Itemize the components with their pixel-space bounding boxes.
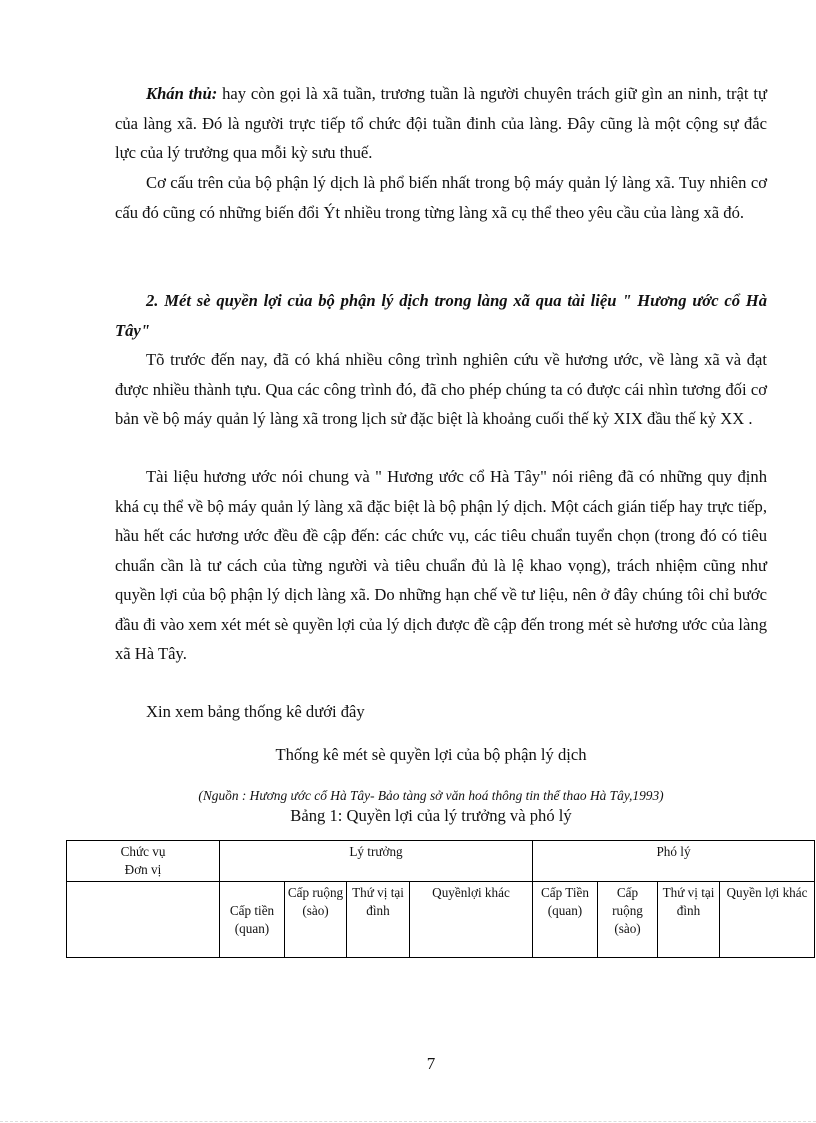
corner-header-cell [67, 841, 220, 882]
empty-cell [67, 882, 220, 958]
subheader-cap-ruong: Cấp ruộng (sào) [285, 882, 347, 958]
subheader-pho-ly-quyen-loi-khac: Quyền lợi khác [720, 882, 815, 958]
page-bottom-divider [0, 1121, 816, 1122]
term-khan-thu: Khán thủ: [146, 84, 218, 103]
corner-line-chuc-vu: Chức vụ [120, 844, 166, 859]
paragraph-nghien-cuu: Tõ trước đến nay, đã có khá nhiều công trình nghiên cứu về hương ước, về làng xã và đạt được nhiều thành tựu. Qua các công trình đó, đã cho phép chúng ta có được cái nhìn tương đối cơ bản về bộ máy quản lý làng xã trong lịch sử đặc biệt là khoảng cuối thế kỷ XIX đầu thế kỷ XX . [115, 350, 767, 428]
paragraph-xin-xem: Xin xem bảng thống kê dưới đây [146, 702, 365, 721]
paragraph-co-cau: Cơ cấu trên của bộ phận lý dịch là phổ biến nhất trong bộ máy quản lý làng xã. Tuy nhiên cơ cấu đó cũng có những biến đổi Ýt nhiều trong từng làng xã cụ thể theo yêu cầu của làng xã đó. [115, 173, 767, 222]
table-subheader-row [67, 882, 815, 958]
subheader-thu-vi: Thứ vị tại đình [347, 882, 410, 958]
paragraph-tai-lieu: Tài liệu hương ước nói chung và " Hương ước cổ Hà Tây" nói riêng đã có những quy định khá cụ thể về bộ máy quản lý làng xã đặc biệt là bộ phận lý dịch. Một cách gián tiếp hay trực tiếp, hầu hết các hương ước đều đề cập đến: các chức vụ, các tiêu chuẩn tuyển chọn (trong đó có tiêu chuẩn cần là tư cách của từng người và tiêu chuẩn đủ là lệ khao vọng), trách nhiệm cũng như quyền lợi của bộ phận lý dịch làng xã. Do những hạn chế về tư liệu, nên ở đây chúng tôi chỉ bước đầu đi vào xem xét mét sè quyền lợi của lý dịch được đề cập đến trong mét sè hương ước của làng xã Hà Tây. [115, 467, 767, 663]
subheader-pho-ly-cap-tien: Cấp Tiền (quan) [533, 882, 598, 958]
section-heading: 2. Mét sè quyền lợi của bộ phận lý dịch trong làng xã qua tài liệu " Hương ước cổ Hà Tây" [115, 291, 767, 340]
table-title: Thống kê mét sè quyền lợi của bộ phận lý dịch [275, 745, 587, 764]
group-header-ly-truong: Lý trưởng [220, 841, 533, 882]
group-header-pho-ly: Phó lý [533, 841, 815, 882]
subheader-quyen-loi-khac: Quyềnlợi khác [410, 882, 533, 958]
paragraph-khan-thu [115, 79, 767, 168]
rights-table [66, 840, 815, 958]
subheader-pho-ly-thu-vi: Thứ vị tại đình [658, 882, 720, 958]
subheader-cap-tien: Cấp tiền (quan) [220, 882, 285, 958]
paragraph-text: hay còn gọi là xã tuần, trương tuần là người chuyên trách giữ gìn an ninh, trật tự của làng xã. Đó là người trực tiếp tổ chức đội tuần đinh của làng. Đây cũng là một cộng sự đắc lực của lý trưởng qua mỗi kỳ sưu thuế. [115, 84, 767, 162]
corner-line-don-vi: Đơn vị [124, 862, 162, 877]
page-number: 7 [426, 1054, 436, 1073]
table-source: (Nguồn : Hương ước cổ Hà Tây- Bảo tàng sở văn hoá thông tin thể thao Hà Tây,1993) [198, 788, 664, 803]
table-caption: Bảng 1: Quyền lợi của lý trưởng và phó lý [290, 806, 572, 825]
subheader-pho-ly-cap-ruong: Cấp ruộng (sào) [598, 882, 658, 958]
table-header-row [67, 841, 815, 882]
